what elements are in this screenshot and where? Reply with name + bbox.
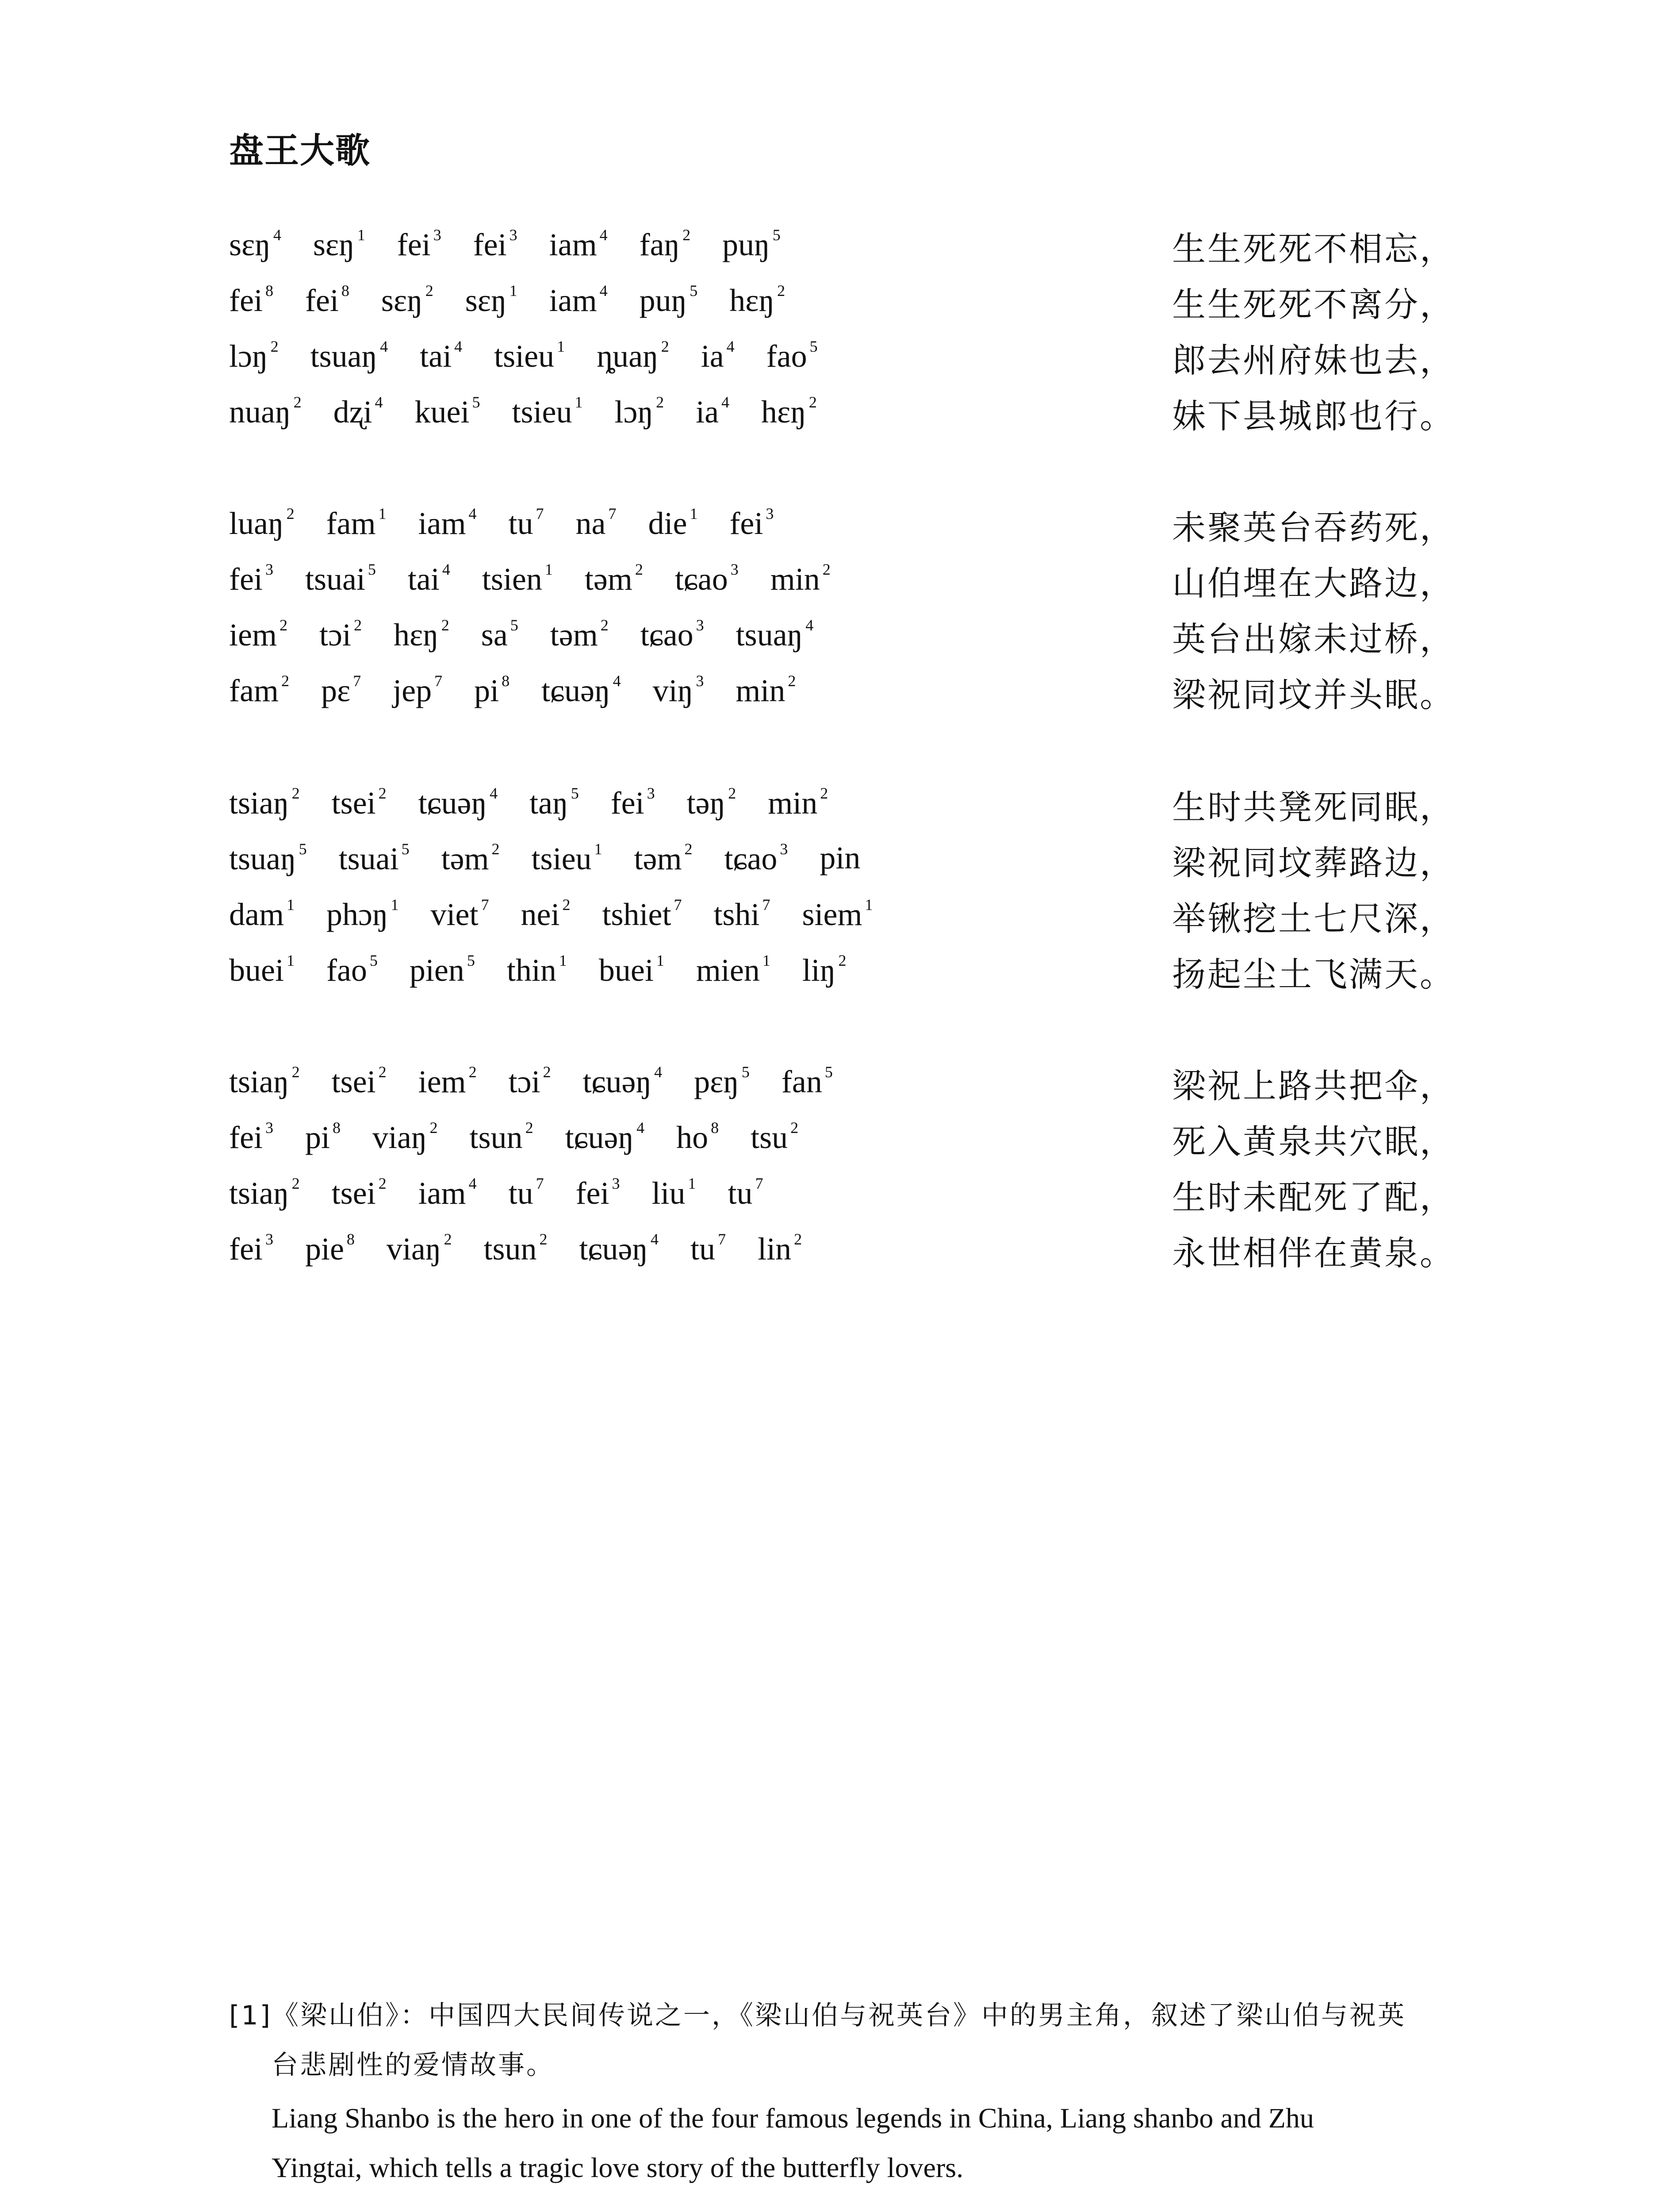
tone-number: 4 [721, 393, 730, 411]
tone-number: 1 [688, 1175, 696, 1192]
tone-number: 1 [544, 561, 553, 578]
syllable: tu $^7$ [508, 505, 544, 541]
chinese-verse: 梁祝上路共把伞， [1172, 1066, 1455, 1106]
tone-number: 1 [286, 896, 295, 914]
syllable: luaŋ $^2$ [229, 505, 295, 541]
tone-number: 5 [472, 393, 480, 411]
verse-line [0, 217, 1659, 273]
chinese-verse: 英台出嫁未过桥， [1172, 619, 1455, 659]
syllable: tsieu $^1$ [512, 393, 583, 430]
tone-number: 3 [265, 1119, 273, 1137]
syllable: təm $^2$ [550, 616, 609, 653]
tone-number: 2 [293, 393, 302, 411]
tone-number: 8 [346, 1230, 355, 1248]
tone-number: 3 [433, 226, 441, 244]
syllable: faŋ $^2$ [639, 226, 691, 262]
verse-line [0, 328, 1659, 384]
syllable: pi $^8$ [305, 1119, 341, 1155]
syllable: iem $^2$ [418, 1063, 477, 1099]
syllable: tsiaŋ $^2$ [229, 1175, 300, 1211]
tone-number: 2 [728, 784, 736, 802]
syllable: pi $^8$ [474, 672, 510, 708]
syllable: viet $^7$ [430, 896, 489, 932]
syllable: liu $^1$ [651, 1175, 696, 1211]
romanization [229, 951, 846, 989]
syllable: lin $^2$ [758, 1230, 802, 1267]
tone-number: 1 [575, 393, 583, 411]
syllable: fei $^8$ [229, 282, 273, 318]
tone-number: 3 [265, 561, 273, 578]
tone-number: 4 [613, 672, 621, 690]
syllable: tɕao $^3$ [674, 561, 739, 597]
tone-number: 5 [809, 338, 818, 355]
tone-number: 5 [369, 952, 378, 969]
syllable: tsei $^2$ [331, 1063, 387, 1099]
tone-number: 2 [777, 282, 785, 300]
syllable: təŋ $^2$ [686, 784, 736, 821]
syllable: min $^2$ [770, 561, 831, 597]
verse-line [0, 663, 1659, 718]
syllable: tu $^7$ [508, 1175, 544, 1211]
tone-number: 4 [651, 1230, 659, 1248]
syllable: nuaŋ $^2$ [229, 393, 302, 430]
tone-number: 2 [539, 1230, 548, 1248]
footnote-en-line1: Liang Shanbo is the hero in one of the four famous legends in China, Liang shanbo and Zhu [272, 2102, 1314, 2134]
tone-number: 7 [481, 896, 489, 914]
syllable: iam $^4$ [549, 226, 608, 262]
tone-number: 2 [820, 784, 828, 802]
tone-number: 2 [794, 1230, 802, 1248]
syllable: fan $^5$ [781, 1063, 833, 1099]
verse-line [0, 384, 1659, 440]
tone-number: 4 [636, 1119, 645, 1137]
chinese-verse: 梁祝同坟并头眠。 [1172, 675, 1455, 714]
tone-number: 2 [684, 840, 693, 858]
syllable: tsieu $^1$ [494, 338, 565, 374]
syllable: tai $^4$ [407, 561, 450, 597]
syllable: tsuaŋ $^4$ [736, 616, 814, 653]
tone-number: 4 [599, 282, 608, 300]
syllable: phɔŋ $^1$ [326, 896, 399, 932]
tone-number: 2 [661, 338, 669, 355]
syllable: ȵuaŋ $^2$ [597, 338, 669, 374]
tone-number: 2 [291, 784, 300, 802]
tone-number: 4 [468, 1175, 477, 1192]
syllable: puŋ $^5$ [722, 226, 781, 262]
syllable: tɔi $^2$ [508, 1063, 551, 1099]
romanization [229, 1174, 763, 1212]
syllable: iam $^4$ [418, 505, 477, 541]
syllable: min $^2$ [736, 672, 796, 708]
tone-number: 2 [353, 616, 362, 634]
tone-number: 4 [599, 226, 608, 244]
syllable: təm $^2$ [584, 561, 643, 597]
tone-number: 3 [265, 1230, 273, 1248]
page-header-title: 盘王大歌 [229, 131, 371, 171]
tone-number: 3 [647, 784, 655, 802]
tone-number: 2 [600, 616, 609, 634]
tone-number: 7 [608, 505, 617, 522]
tone-number: 7 [755, 1175, 763, 1192]
tone-number: 4 [805, 616, 814, 634]
romanization [229, 1230, 802, 1267]
verse-line [0, 1054, 1659, 1110]
tone-number: 2 [270, 338, 279, 355]
syllable: iam $^4$ [549, 282, 608, 318]
syllable: tsei $^2$ [331, 784, 387, 821]
syllable: tsuaŋ $^5$ [229, 840, 307, 876]
tone-number: 7 [718, 1230, 726, 1248]
tone-number: 5 [571, 784, 579, 802]
tone-number: 2 [808, 393, 817, 411]
tone-number: 2 [378, 784, 387, 802]
tone-number: 7 [674, 896, 682, 914]
romanization [229, 393, 817, 430]
tone-number: 2 [441, 616, 449, 634]
tone-number: 2 [838, 952, 847, 969]
chinese-verse: 死入黄泉共穴眠， [1172, 1122, 1455, 1161]
tone-number: 8 [711, 1119, 719, 1137]
syllable: puŋ $^5$ [639, 282, 698, 318]
chinese-verse: 生时共凳死同眠， [1172, 787, 1455, 827]
tone-number: 7 [536, 505, 544, 522]
syllable: buei $^1$ [229, 952, 295, 988]
tone-number: 1 [690, 505, 698, 522]
syllable: təm $^2$ [634, 840, 693, 876]
syllable: kuei $^5$ [414, 393, 480, 430]
footnote-chinese [229, 1991, 1476, 2090]
syllable: liŋ $^2$ [802, 952, 847, 988]
syllable: pin [820, 840, 861, 876]
syllable: fao $^5$ [766, 338, 818, 374]
romanization [229, 1063, 833, 1100]
verse-line [0, 1165, 1659, 1221]
chinese-verse: 生生死死不离分， [1172, 285, 1455, 324]
syllable: pien $^5$ [409, 952, 475, 988]
tone-number: 2 [790, 1119, 799, 1137]
tone-number: 5 [690, 282, 698, 300]
tone-number: 5 [467, 952, 475, 969]
tone-number: 1 [557, 338, 565, 355]
tone-number: 1 [286, 952, 295, 969]
syllable: fam $^1$ [326, 505, 387, 541]
tone-number: 4 [726, 338, 735, 355]
verse-line [0, 942, 1659, 998]
tone-number: 1 [656, 952, 664, 969]
syllable: thin $^1$ [506, 952, 567, 988]
syllable: fei $^3$ [229, 561, 273, 597]
tone-number: 1 [865, 896, 873, 914]
tone-number: 1 [594, 840, 602, 858]
verse-line [0, 607, 1659, 663]
tone-number: 1 [357, 226, 365, 244]
syllable: tsuaŋ $^4$ [310, 338, 388, 374]
syllable: siem $^1$ [802, 896, 873, 932]
syllable: tai $^4$ [420, 338, 463, 374]
romanization [229, 226, 781, 263]
syllable: ia $^4$ [696, 393, 730, 430]
syllable: tɕuəŋ $^4$ [582, 1063, 663, 1099]
verse-line [0, 495, 1659, 551]
tone-number: 2 [788, 672, 796, 690]
chinese-verse: 生生死死不相忘， [1172, 229, 1455, 269]
syllable: min $^2$ [768, 784, 828, 821]
tone-number: 2 [281, 672, 289, 690]
syllable: taŋ $^5$ [529, 784, 579, 821]
syllable: pie $^8$ [305, 1230, 355, 1267]
tone-number: 5 [772, 226, 781, 244]
romanization [229, 281, 785, 319]
romanization [229, 1118, 798, 1156]
tone-number: 4 [273, 226, 281, 244]
syllable: tsun $^2$ [483, 1230, 548, 1267]
tone-number: 2 [378, 1175, 387, 1192]
tone-number: 2 [378, 1063, 387, 1081]
syllable: lɔŋ $^2$ [614, 393, 664, 430]
syllable: tɕuəŋ $^4$ [579, 1230, 659, 1267]
syllable: fei $^3$ [473, 226, 517, 262]
tone-number: 4 [380, 338, 388, 355]
verse-line [0, 775, 1659, 831]
syllable: sɛŋ $^2$ [381, 282, 433, 318]
tone-number: 2 [562, 896, 571, 914]
verse-line [0, 551, 1659, 607]
syllable: pɛ $^7$ [321, 672, 361, 708]
chinese-verse: 未聚英台吞药死， [1172, 508, 1455, 547]
tone-number: 5 [368, 561, 376, 578]
romanization [229, 616, 813, 653]
tone-number: 3 [696, 672, 704, 690]
syllable: tɕao $^3$ [724, 840, 788, 876]
verse-line [0, 273, 1659, 328]
syllable: hɛŋ $^2$ [729, 282, 785, 318]
syllable: tsiaŋ $^2$ [229, 1063, 300, 1099]
footnote-cn-line1: [1]《梁山伯》：中国四大民间传说之一，《梁山伯与祝英台》中的男主角，叙述了梁山伯与祝英 [229, 2000, 1406, 2031]
chinese-verse: 妹下县城郎也行。 [1172, 396, 1455, 436]
tone-number: 8 [332, 1119, 341, 1137]
tone-number: 1 [378, 505, 387, 522]
syllable: tshi $^7$ [713, 896, 770, 932]
verse-line [0, 1110, 1659, 1165]
syllable: tu $^7$ [728, 1175, 763, 1211]
tone-number: 1 [762, 952, 770, 969]
tone-number: 2 [635, 561, 643, 578]
syllable: tɕuəŋ $^4$ [541, 672, 621, 708]
tone-number: 2 [656, 393, 664, 411]
tone-number: 5 [824, 1063, 833, 1081]
syllable: hɛŋ $^2$ [393, 616, 449, 653]
footnote-en-line2: Yingtai, which tells a tragic love story of the butterfly lovers. [272, 2152, 964, 2183]
tone-number: 4 [490, 784, 498, 802]
chinese-verse: 扬起尘土飞满天。 [1172, 955, 1455, 994]
syllable: iem $^2$ [229, 616, 287, 653]
verse-line [0, 831, 1659, 887]
chinese-verse: 生时未配死了配， [1172, 1178, 1455, 1217]
syllable: ia $^4$ [701, 338, 735, 374]
syllable: viaŋ $^2$ [386, 1230, 452, 1267]
syllable: pɛŋ $^5$ [694, 1063, 750, 1099]
tone-number: 4 [454, 338, 463, 355]
syllable: na $^7$ [575, 505, 617, 541]
chinese-verse: 梁祝同坟葬路边， [1172, 843, 1455, 883]
syllable: die $^1$ [648, 505, 698, 541]
syllable: tɔi $^2$ [319, 616, 362, 653]
tone-number: 4 [468, 505, 477, 522]
syllable: sa $^5$ [481, 616, 518, 653]
syllable: dam $^1$ [229, 896, 295, 932]
tone-number: 7 [762, 896, 770, 914]
romanization [229, 504, 774, 542]
syllable: fam $^2$ [229, 672, 289, 708]
tone-number: 3 [612, 1175, 620, 1192]
syllable: tsei $^2$ [331, 1175, 387, 1211]
romanization [229, 840, 860, 877]
tone-number: 3 [766, 505, 774, 522]
syllable: tsuai $^5$ [338, 840, 410, 876]
syllable: iam $^4$ [418, 1175, 477, 1211]
romanization [229, 895, 873, 933]
tone-number: 2 [822, 561, 831, 578]
tone-number: 2 [429, 1119, 438, 1137]
syllable: tsieu $^1$ [531, 840, 602, 876]
syllable: sɛŋ $^1$ [465, 282, 517, 318]
chinese-verse: 山伯埋在大路边， [1172, 564, 1455, 603]
syllable: tsien $^1$ [482, 561, 553, 597]
syllable: fei $^3$ [729, 505, 774, 541]
tone-number: 5 [299, 840, 307, 858]
chinese-verse: 举锹挖土七尺深， [1172, 899, 1455, 938]
tone-number: 2 [543, 1063, 551, 1081]
syllable: tsiaŋ $^2$ [229, 784, 300, 821]
syllable: fei $^8$ [305, 282, 349, 318]
tone-number: 2 [279, 616, 287, 634]
tone-number: 3 [509, 226, 517, 244]
syllable: nei $^2$ [521, 896, 571, 932]
chinese-verse: 永世相伴在黄泉。 [1172, 1233, 1455, 1273]
tone-number: 4 [375, 393, 383, 411]
romanization [229, 672, 796, 709]
footnote-cn-line2: 台悲剧性的爱情故事。 [272, 2050, 555, 2081]
tone-number: 4 [654, 1063, 663, 1081]
tone-number: 5 [741, 1063, 750, 1081]
tone-number: 8 [265, 282, 273, 300]
tone-number: 7 [434, 672, 443, 690]
syllable: viaŋ $^2$ [372, 1119, 438, 1155]
syllable: sɛŋ $^4$ [229, 226, 281, 262]
syllable: tɕuəŋ $^4$ [418, 784, 498, 821]
tone-number: 4 [442, 561, 450, 578]
tone-number: 7 [353, 672, 361, 690]
syllable: viŋ $^3$ [652, 672, 704, 708]
syllable: dʐi $^4$ [333, 393, 383, 430]
tone-number: 2 [291, 1175, 300, 1192]
syllable: təm $^2$ [441, 840, 500, 876]
tone-number: 7 [536, 1175, 544, 1192]
syllable: fei $^3$ [610, 784, 655, 821]
chinese-verse: 郎去州府妹也去， [1172, 341, 1455, 380]
tone-number: 1 [559, 952, 567, 969]
syllable: jep $^7$ [393, 672, 443, 708]
syllable: tɕuəŋ $^4$ [565, 1119, 645, 1155]
tone-number: 3 [730, 561, 739, 578]
syllable: fei $^3$ [575, 1175, 620, 1211]
tone-number: 2 [491, 840, 500, 858]
tone-number: 2 [291, 1063, 300, 1081]
syllable: hɛŋ $^2$ [761, 393, 817, 430]
romanization [229, 560, 831, 598]
syllable: tɕao $^3$ [640, 616, 704, 653]
tone-number: 5 [401, 840, 410, 858]
verse-line [0, 887, 1659, 942]
tone-number: 2 [525, 1119, 533, 1137]
syllable: lɔŋ $^2$ [229, 338, 279, 374]
syllable: tshiet $^7$ [602, 896, 682, 932]
tone-number: 3 [696, 616, 704, 634]
tone-number: 2 [444, 1230, 452, 1248]
syllable: ho $^8$ [676, 1119, 719, 1155]
tone-number: 1 [509, 282, 517, 300]
tone-number: 8 [341, 282, 349, 300]
romanization [229, 337, 818, 375]
syllable: buei $^1$ [598, 952, 664, 988]
syllable: fao $^5$ [326, 952, 378, 988]
syllable: tsu $^2$ [751, 1119, 799, 1155]
tone-number: 8 [502, 672, 510, 690]
tone-number: 2 [682, 226, 691, 244]
footnote-english [229, 2093, 1476, 2193]
tone-number: 2 [286, 505, 295, 522]
syllable: mien $^1$ [696, 952, 770, 988]
syllable: fei $^3$ [229, 1119, 273, 1155]
romanization [229, 784, 828, 822]
tone-number: 1 [391, 896, 399, 914]
syllable: fei $^3$ [229, 1230, 273, 1267]
syllable: fei $^3$ [397, 226, 441, 262]
tone-number: 2 [468, 1063, 477, 1081]
syllable: sɛŋ $^1$ [313, 226, 365, 262]
tone-number: 2 [425, 282, 433, 300]
tone-number: 3 [780, 840, 788, 858]
syllable: tu $^7$ [690, 1230, 726, 1267]
syllable: tsuai $^5$ [305, 561, 376, 597]
footnote [229, 1991, 1476, 2193]
verse-line [0, 1221, 1659, 1277]
syllable: tsun $^2$ [469, 1119, 533, 1155]
tone-number: 5 [510, 616, 518, 634]
